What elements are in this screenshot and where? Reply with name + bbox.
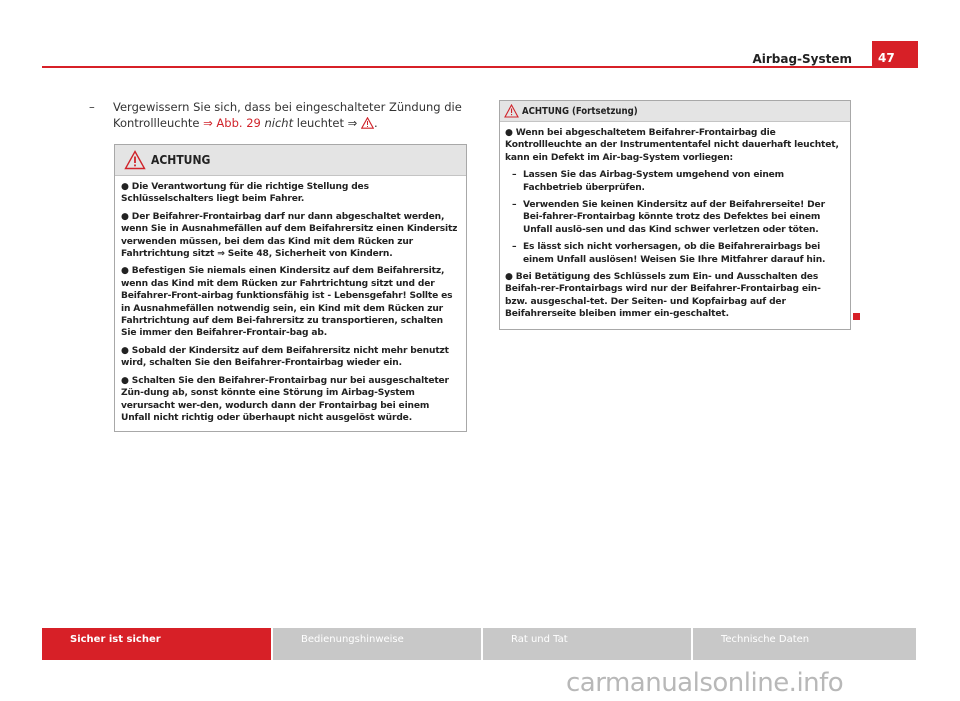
warning-box-title: ACHTUNG (Fortsetzung) xyxy=(522,106,638,117)
tab-rat-und-tat[interactable]: Rat und Tat xyxy=(483,628,691,660)
page-number: 47 xyxy=(872,41,918,66)
tab-bedienungshinweise[interactable]: Bedienungshinweise xyxy=(273,628,481,660)
warning-item: ● Bei Betätigung des Schlüssels zum Ein- und Ausschalten des Beifah-rer-Frontairbags wird nur der Beifahrer-Frontairbag ein- bzw. ausgeschal-tet. Der Seiten- und Kopfairbag auf der Beifahrerseite bleiben immer ein-geschaltet. xyxy=(505,272,821,320)
warning-item: ● Schalten Sie den Beifahrer-Frontairbag nur bei ausgeschalteter Zün-dung ab, sonst könnte eine Störung im Airbag-System verursacht wer-den, wodurch dann der Frontairbag bei einem Unfall nicht richtig oder überhaupt nicht ausgelöst würde. xyxy=(121,375,449,423)
footer-nav xyxy=(42,628,916,660)
warning-item: ● Sobald der Kindersitz auf dem Beifahrersitz nicht mehr benutzt wird, schalten Sie den Beifahrer-Frontairbag wieder ein. xyxy=(121,345,449,369)
warning-box-achtung xyxy=(114,144,467,432)
intro-dash: – xyxy=(89,100,95,114)
intro-text-after: leuchtet ⇒ xyxy=(293,116,361,130)
header-rule xyxy=(42,66,918,68)
intro-instruction xyxy=(89,99,463,131)
warning-triangle-icon xyxy=(504,104,519,118)
warning-item: ● Die Verantwortung für die richtige Stellung des Schlüsselschalters liegt beim Fahrer. xyxy=(121,182,369,205)
warning-subitem: – Lassen Sie das Airbag-System umgehend von einem Fachbetrieb überprüfen. xyxy=(505,169,844,194)
warning-box-body xyxy=(115,176,466,424)
intro-emphasis: nicht xyxy=(264,116,294,130)
warning-subitem: – Verwenden Sie keinen Kindersitz auf der Beifahrerseite! Der Bei-fahrer-Frontairbag könnte trotz des Defektes bei einem Unfall auslö-sen und das Kind schwer verletzen oder töten. xyxy=(505,199,844,236)
warning-item: ● Der Beifahrer-Frontairbag darf nur dann abgeschaltet werden, wenn Sie in Ausnahmefällen auf dem Beifahrersitz einen Kindersitz verwenden müssen, bei dem das Kind mit dem Rücken zur Fahrtrichtung sitzt ⇒ Seite 48, Sicherheit von Kindern. xyxy=(121,211,458,260)
warning-box-title: ACHTUNG xyxy=(151,153,211,167)
intro-end: . xyxy=(373,116,378,130)
warning-triangle-icon[interactable] xyxy=(361,117,374,129)
figure-reference-link[interactable]: ⇒ Abb. 29 xyxy=(203,116,261,130)
section-title: Airbag-System xyxy=(752,52,852,66)
watermark: carmanualsonline.info xyxy=(566,668,844,698)
tab-sicher-ist-sicher[interactable]: Sicher ist sicher xyxy=(42,628,271,660)
warning-item: ● Befestigen Sie niemals einen Kindersitz auf dem Beifahrersitz, wenn das Kind mit dem Rücken zur Fahrtrichtung sitzt und der Beifahrer-Front-airbag funktionsfähig ist - Lebensgefahr! Sollte es in Ausnahmefällen notwendig sein, ein Kind mit dem Rücken zur Fahrtrichtung auf dem Bei-fahrersitz zu transportieren, schalten Sie immer den Beifahrer-Frontair-bag ab. xyxy=(121,266,453,339)
warning-box-continuation xyxy=(499,100,851,330)
section-end-marker xyxy=(853,313,860,320)
warning-box-header xyxy=(500,101,850,122)
warning-box-header xyxy=(115,145,466,176)
warning-item: ● Wenn bei abgeschaltetem Beifahrer-Frontairbag die Kontrollleuchte an der Instrumententafel nicht dauerhaft leuchtet, kann ein Defekt im Air-bag-System vorliegen: xyxy=(505,128,839,163)
warning-subitem: – Es lässt sich nicht vorhersagen, ob die Beifahrerairbags bei einem Unfall auslösen! Weisen Sie Ihre Mitfahrer darauf hin. xyxy=(505,241,844,266)
warning-triangle-icon xyxy=(124,150,146,170)
warning-box-body xyxy=(500,122,850,321)
intro-text: Vergewissern Sie sich, dass bei eingeschalteter Zündung die Kontrollleuchte xyxy=(113,100,462,130)
tab-technische-daten[interactable]: Technische Daten xyxy=(693,628,916,660)
